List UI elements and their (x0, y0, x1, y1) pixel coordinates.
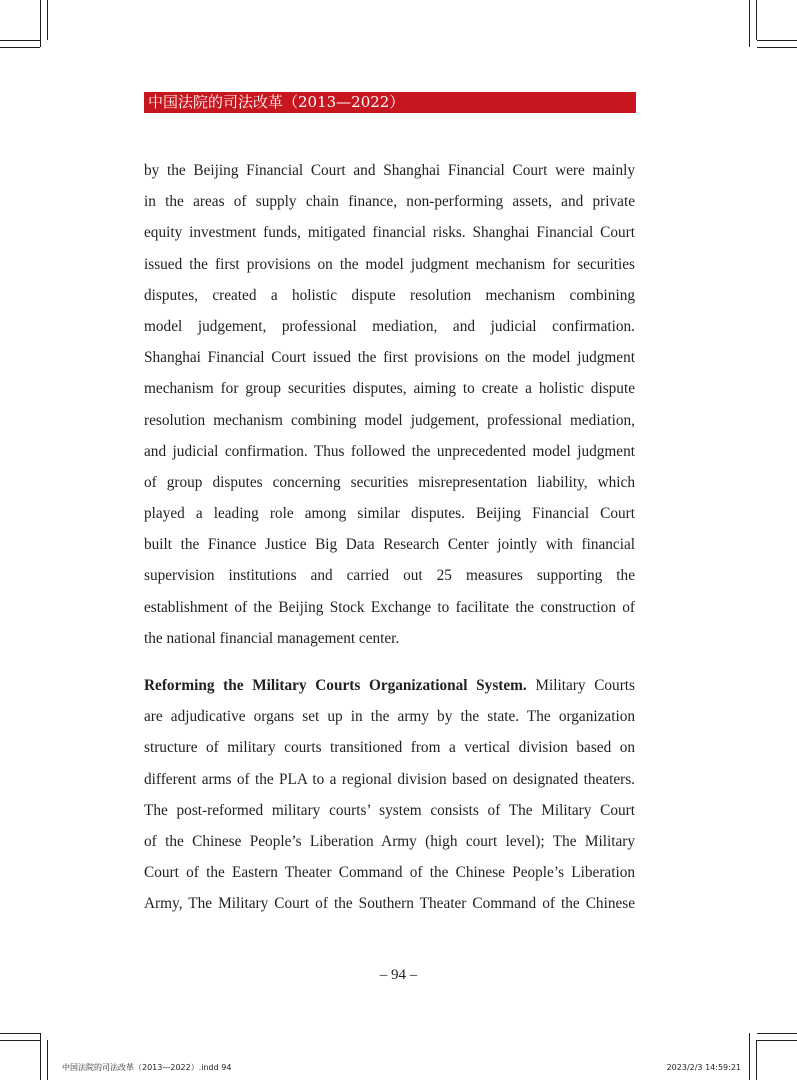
crop-mark (757, 1040, 797, 1041)
page-number: – 94 – (379, 967, 418, 983)
text-line: of group disputes concerning securities misrepresentation liability, which (144, 473, 635, 491)
text-line: and judicial confirmation. Thus followed the unprecedented model judgment (144, 442, 635, 460)
running-header-title: 中国法院的司法改革（2013—2022） (148, 93, 405, 111)
text-line: resolution mechanism combining model judgement, professional mediation, (144, 411, 635, 429)
crop-mark (756, 1040, 757, 1080)
text-line: structure of military courts transitioned from a vertical division based on (144, 739, 635, 757)
text-line: establishment of the Beijing Stock Exchange to facilitate the construction of (144, 598, 635, 616)
crop-mark (40, 1033, 41, 1080)
text-line: model judgement, professional mediation, and judicial confirmation. (144, 317, 635, 335)
text-line: issued the first provisions on the model judgment mechanism for securities (144, 255, 635, 273)
text-line: The post-reformed military courts’ system consists of The Military Court (144, 801, 635, 819)
text-line: by the Beijing Financial Court and Shanghai Financial Court were mainly (144, 162, 635, 179)
slug-filename: 中国法院的司法改革（2013—2022）.indd 94 (62, 1063, 232, 1072)
slug-timestamp: 2023/2/3 14:59:21 (666, 1063, 741, 1072)
crop-mark (0, 1040, 40, 1041)
section-heading: Reforming the Military Courts Organizational System. (144, 677, 527, 694)
crop-mark (47, 0, 48, 40)
body-paragraph (144, 155, 635, 654)
text-line: the national financial management center. (144, 629, 400, 647)
crop-mark (757, 47, 797, 48)
text-line: supervision institutions and carried out 25 measures supporting the (144, 567, 635, 585)
text-line: played a leading role among similar disputes. Beijing Financial Court (144, 505, 635, 523)
crop-mark (749, 0, 750, 47)
text-line: Shanghai Financial Court issued the first provisions on the model judgment (144, 349, 635, 367)
crop-mark (0, 1033, 40, 1034)
body-paragraph (144, 670, 635, 920)
text-line: Court of the Eastern Theater Command of the Chinese People’s Liberation (144, 864, 635, 882)
text-line (144, 670, 635, 701)
text-line: are adjudicative organs set up in the army by the state. The organization (144, 708, 635, 726)
crop-mark (757, 40, 797, 41)
crop-mark (756, 0, 757, 40)
crop-mark (757, 1033, 797, 1034)
crop-mark (749, 1033, 750, 1080)
crop-mark (0, 40, 40, 41)
text-line: Army, The Military Court of the Southern Theater Command of the Chinese (144, 895, 635, 913)
text-line: different arms of the PLA to a regional division based on designated theaters. (144, 770, 635, 788)
crop-mark (0, 47, 40, 48)
text-line: built the Finance Justice Big Data Research Center jointly with financial (144, 536, 635, 554)
text-line: disputes, created a holistic dispute resolution mechanism combining (144, 286, 635, 304)
running-header (144, 92, 636, 113)
text-line: of the Chinese People’s Liberation Army (high court level); The Military (144, 832, 635, 850)
text-line: equity investment funds, mitigated financial risks. Shanghai Financial Court (144, 224, 635, 242)
text-line: in the areas of supply chain finance, non-performing assets, and private (144, 193, 635, 211)
text-line: mechanism for group securities disputes, aiming to create a holistic dispute (144, 380, 635, 398)
crop-mark (47, 1040, 48, 1080)
text-run: Military Courts (526, 677, 635, 694)
crop-mark (40, 0, 41, 47)
